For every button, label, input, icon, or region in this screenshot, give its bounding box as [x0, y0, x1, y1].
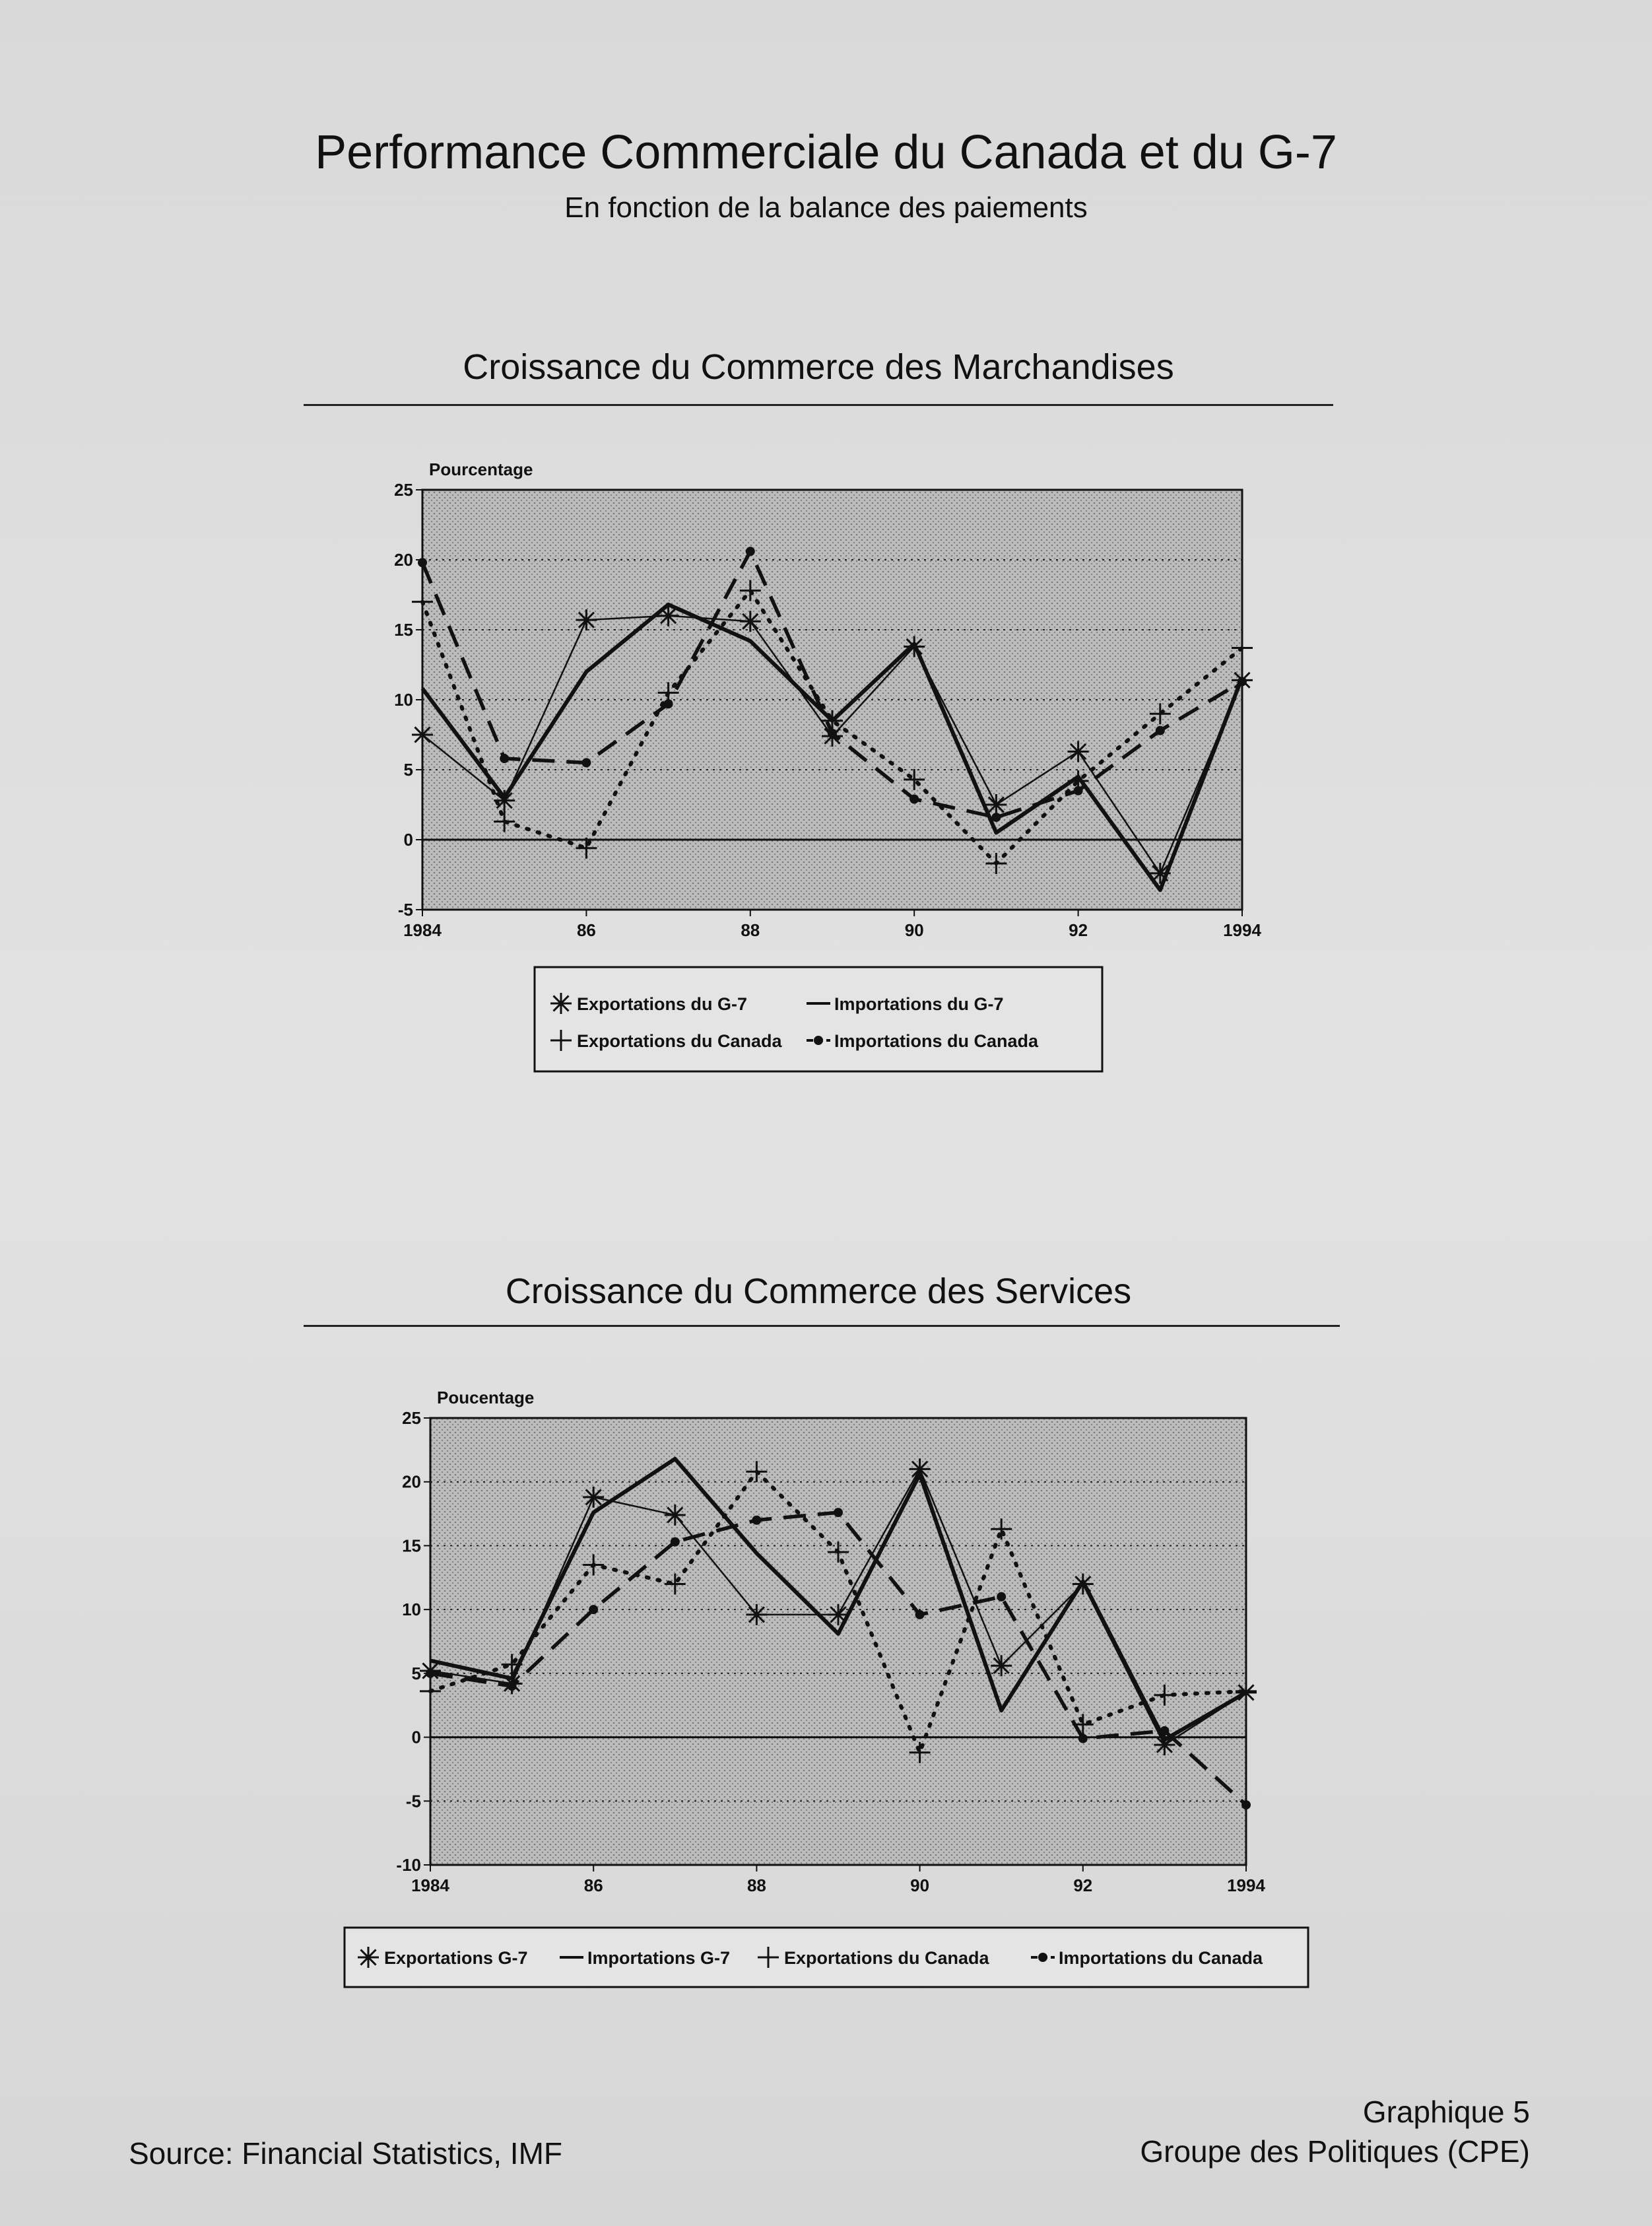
c2-data-point	[834, 1508, 843, 1517]
c2-x-tick-label: 88	[746, 1875, 766, 1895]
chart2-title: Croissance du Commerce des Services	[505, 1271, 1132, 1311]
c2-x-tick-label: 1994	[1227, 1875, 1265, 1895]
c2-y-tick-label: -5	[405, 1791, 421, 1811]
c2-legend-label: Exportations du Canada	[784, 1948, 989, 1968]
c1-y-tick-label: 15	[394, 620, 413, 640]
c2-legend-marker	[358, 1947, 379, 1968]
c2-x-tick-label: 1984	[411, 1875, 449, 1895]
c2-plot-area	[430, 1418, 1246, 1865]
c1-y-axis-label: Pourcentage	[429, 459, 533, 479]
c2-legend-label: Importations du Canada	[1059, 1948, 1263, 1968]
c2-data-point	[915, 1610, 925, 1619]
c1-x-tick-label: 88	[741, 920, 760, 940]
c1-x-tick-label: 90	[904, 920, 924, 940]
c1-x-tick-label: 92	[1069, 920, 1088, 940]
chart1-title: Croissance du Commerce des Marchandises	[463, 347, 1174, 387]
c1-y-tick-label: -5	[397, 900, 413, 920]
c1-x-tick-label: 86	[576, 920, 596, 940]
c2-data-point	[1241, 1800, 1251, 1809]
c2-y-tick-label: 5	[411, 1663, 421, 1683]
c2-legend-label: Importations G-7	[587, 1948, 731, 1968]
c2-x-tick-label: 92	[1073, 1875, 1093, 1895]
graph-number: Graphique 5	[1362, 2095, 1530, 2129]
c2-legend-label: Exportations G-7	[384, 1948, 528, 1968]
c2-data-point	[426, 1669, 435, 1678]
c2-data-point	[665, 1504, 686, 1526]
c2-data-point	[1078, 1734, 1088, 1743]
c2-y-tick-label: 10	[402, 1600, 421, 1620]
c2-y-axis-label: Poucentage	[437, 1388, 535, 1407]
source-note: Source: Financial Statistics, IMF	[129, 2136, 562, 2171]
c2-data-point	[752, 1516, 761, 1525]
c2-legend	[345, 1928, 1308, 1987]
c2-legend-marker	[1038, 1953, 1047, 1962]
c1-legend-label: Exportations du Canada	[577, 1031, 782, 1051]
c2-data-point	[746, 1604, 767, 1625]
c2-x-tick-label: 86	[583, 1875, 603, 1895]
c2-y-tick-label: 20	[402, 1471, 421, 1492]
c2-y-tick-label: 0	[411, 1727, 421, 1747]
c2-data-point	[508, 1681, 517, 1691]
c1-legend-label: Importations du Canada	[834, 1031, 1039, 1051]
c2-y-tick-label: 15	[402, 1535, 421, 1556]
page-title: Performance Commerciale du Canada et du G-7	[315, 126, 1337, 179]
c2-y-tick-label: -10	[396, 1855, 421, 1875]
c1-y-tick-label: 25	[394, 480, 413, 500]
c2-data-point	[991, 1655, 1012, 1676]
c1-x-tick-label: 1984	[403, 920, 442, 940]
group-name: Groupe des Politiques (CPE)	[1140, 2134, 1530, 2169]
c2-data-point	[997, 1592, 1006, 1602]
page-subtitle: En fonction de la balance des paiements	[564, 191, 1088, 224]
c1-legend-label: Exportations du G-7	[577, 994, 748, 1014]
c2-data-point	[671, 1537, 680, 1547]
c1-x-tick-label: 1994	[1223, 920, 1261, 940]
c1-y-tick-label: 0	[403, 830, 413, 850]
c1-y-tick-label: 20	[394, 550, 413, 570]
c1-y-tick-label: 5	[403, 760, 413, 780]
c2-y-tick-label: 25	[402, 1408, 421, 1428]
c2-data-point	[583, 1487, 604, 1508]
c2-x-tick-label: 90	[910, 1875, 930, 1895]
c2-data-point	[589, 1605, 598, 1614]
c2-data-point	[1160, 1726, 1169, 1736]
c1-y-tick-label: 10	[394, 690, 413, 710]
c1-legend-label: Importations du G-7	[834, 994, 1004, 1014]
